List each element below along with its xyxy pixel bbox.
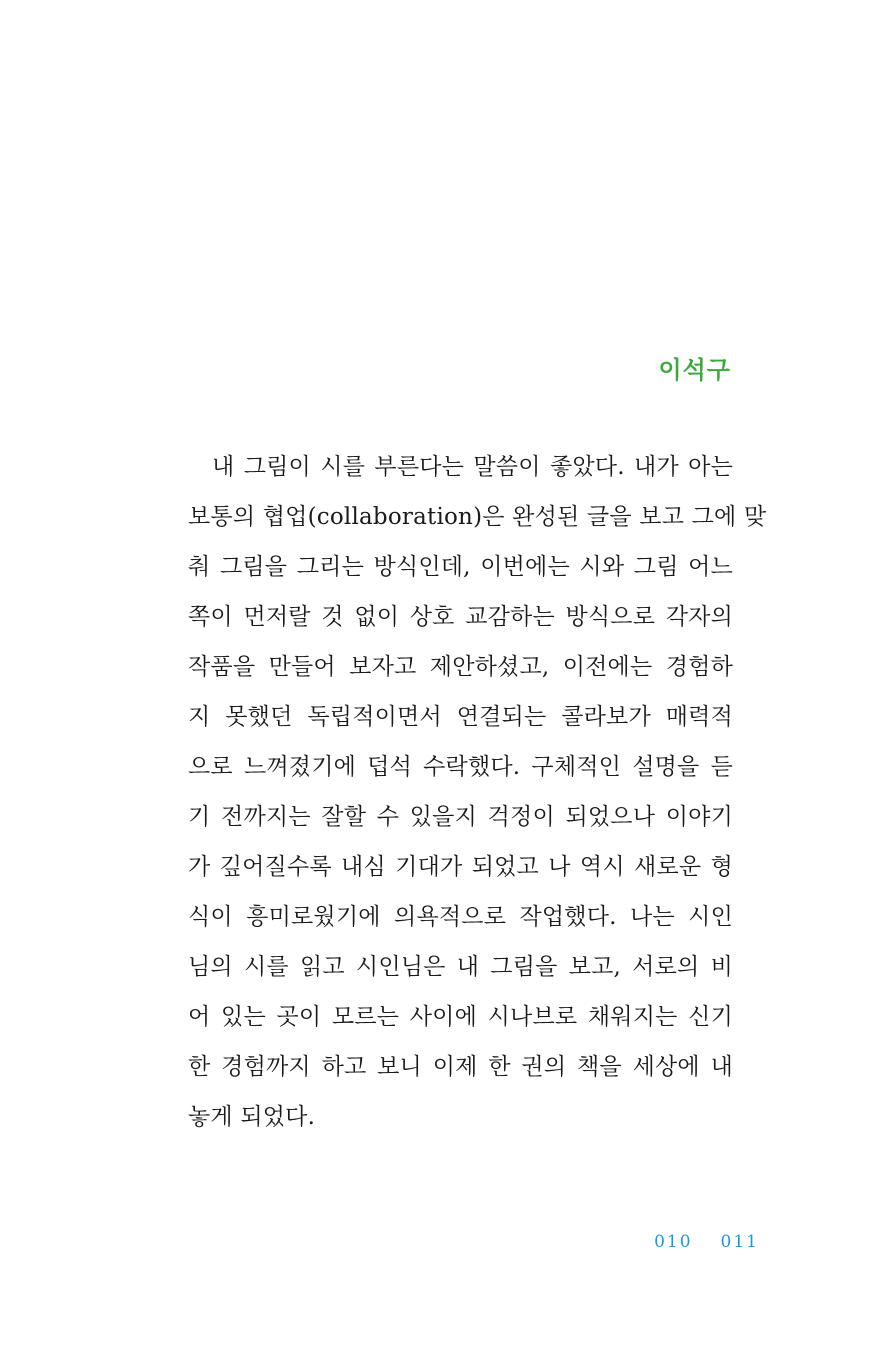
- paragraph-line: 보통의 협업(collaboration)은 완성된 글을 보고 그에 맞: [188, 504, 767, 530]
- essay-paragraph: [188, 442, 767, 1142]
- paragraph-line: 가 깊어질수록 내심 기대가 되었고 나 역시 새로운 형: [188, 854, 733, 880]
- paragraph-line: 내 그림이 시를 부른다는 말씀이 좋았다. 내가 아는: [212, 454, 733, 480]
- page-number-left: 010: [654, 1232, 693, 1252]
- page-numbers: [654, 1228, 759, 1256]
- paragraph-line: 지 못했던 독립적이면서 연결되는 콜라보가 매력적: [188, 704, 733, 730]
- author-name: 이석구: [658, 356, 731, 384]
- paragraph-line: 춰 그림을 그리는 방식인데, 이번에는 시와 그림 어느: [188, 554, 733, 580]
- page-number-right: 011: [720, 1232, 759, 1252]
- paragraph-line: 쪽이 먼저랄 것 없이 상호 교감하는 방식으로 각자의: [188, 604, 733, 630]
- paragraph-line: 어 있는 곳이 모르는 사이에 시나브로 채워지는 신기: [188, 1004, 733, 1030]
- paragraph-line: 으로 느껴졌기에 덥석 수락했다. 구체적인 설명을 듣: [188, 754, 733, 780]
- paragraph-line: 한 경험까지 하고 보니 이제 한 권의 책을 세상에 내: [188, 1054, 733, 1080]
- paragraph-line: 기 전까지는 잘할 수 있을지 걱정이 되었으나 이야기: [188, 804, 733, 830]
- paragraph-line: 작품을 만들어 보자고 제안하셨고, 이전에는 경험하: [188, 654, 733, 680]
- paragraph-line: 식이 흥미로웠기에 의욕적으로 작업했다. 나는 시인: [188, 904, 733, 930]
- paragraph-line: 놓게 되었다.: [188, 1104, 316, 1130]
- paragraph-line: 님의 시를 읽고 시인님은 내 그림을 보고, 서로의 비: [188, 954, 733, 980]
